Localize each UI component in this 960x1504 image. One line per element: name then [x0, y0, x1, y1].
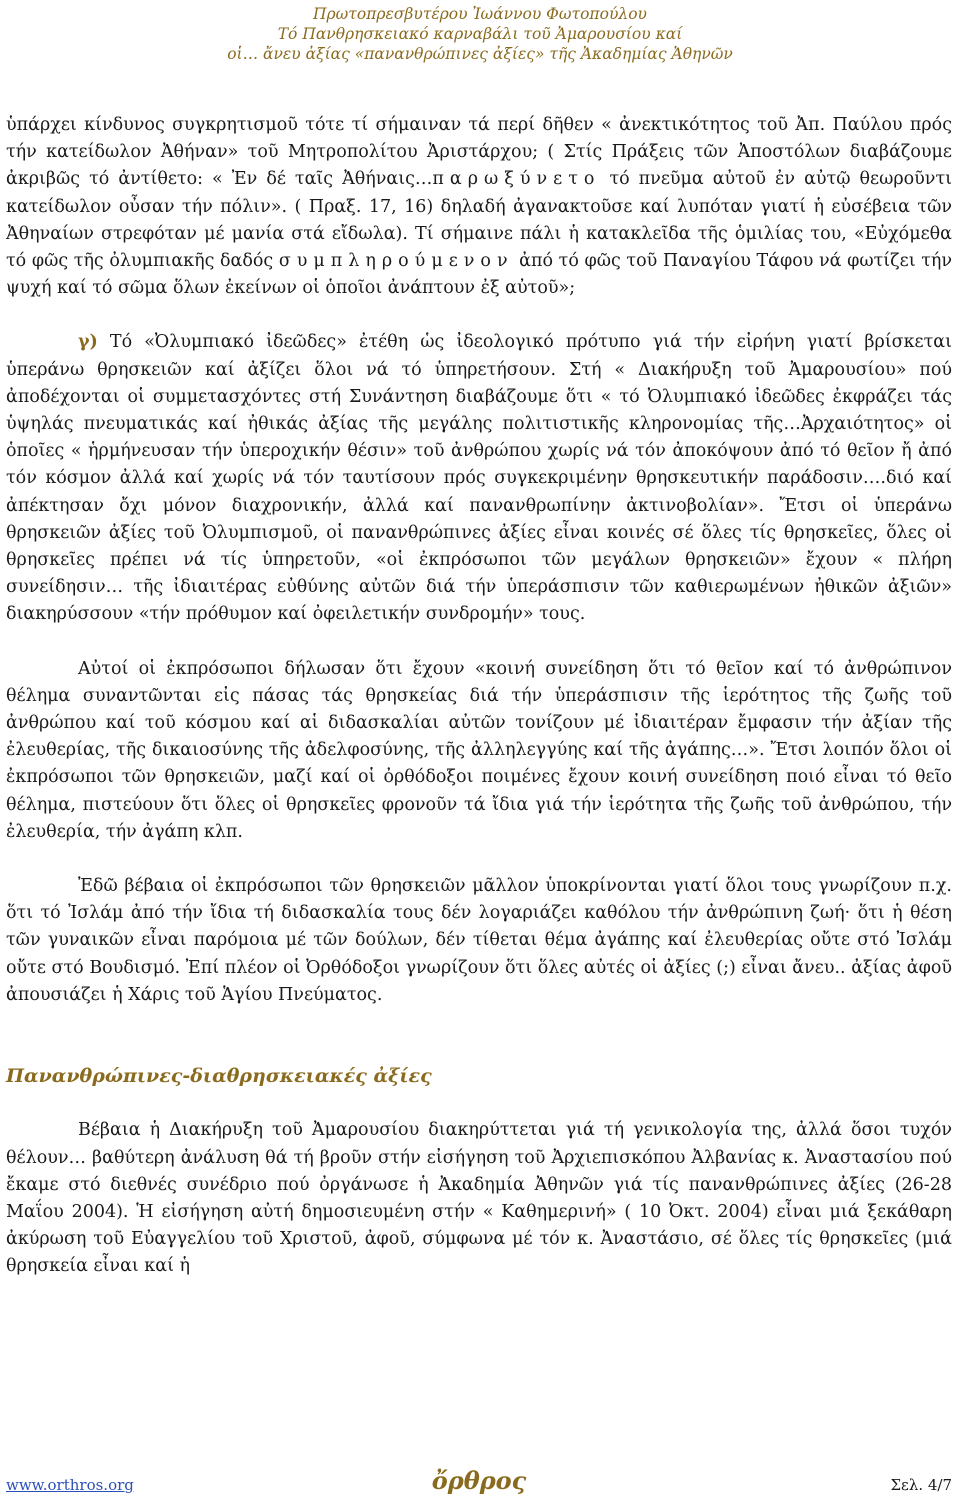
section-title: Πανανθρώπινες-διαθρησκειακές ἀξίες	[6, 1065, 432, 1088]
page-header	[0, 4, 960, 64]
spacer	[6, 1036, 952, 1063]
header-subtitle: οἱ… ἄνευ ἀξίας «πανανθρώπινες ἀξίες» τῆς Ἀκαδημίας Ἀθηνῶν	[227, 45, 733, 63]
spaced-word-1: παρωξύνετο	[432, 169, 601, 190]
header-author: Πρωτοπρεσβυτέρου Ἰωάννου Φωτοπούλου	[313, 5, 647, 23]
paragraph-5: Βέβαια ἡ Διακήρυξη τοῦ Ἀμαρουσίου διακηρύττεται γιά τή γενικολογία της, ἀλλά ὅσοι τυχόν θέλουν… βαθύτερη ἀνάλυση θά τή βροῦν στήν εἰσήγηση τοῦ Ἀρχιεπισκόπου Ἀλβανίας κ. Ἀναστασίου πού ἔκαμε στό διεθνές συνέδριο πού ὀργάνωσε ἡ Ἀκαδημία Ἀθηνῶν γιά τίς πανανθρώπινες ἀξίες (26-28 Μαΐου 2004). Ἡ εἰσήγηση αὐτή δημοσιευμένη στήν « Καθημερινή» ( 10 Ὀκτ. 2004) εἶναι μιά ξεκάθαρη ἀκύρωση τοῦ Εὐαγγελίου τοῦ Χριστοῦ, ἀφοῦ, σύμφωνα μέ τόν κ. Ἀναστάσιο, σέ ὅλες τίς θρησκεῖες (μιά θρησκεία εἶναι καί ἡ	[6, 1120, 952, 1277]
spacer	[6, 302, 952, 329]
page-footer	[6, 1466, 952, 1500]
spacer	[6, 629, 952, 656]
page-number: Σελ. 4/7	[890, 1476, 952, 1494]
spacer	[6, 1090, 952, 1117]
paragraph-3: Αὐτοί οἱ ἐκπρόσωποι δήλωσαν ὅτι ἔχουν «κοινή συνείδηση ὅτι τό θεῖον καί τό ἀνθρώπινον θέλημα συναντῶνται εἰς πάσας τάς θρησκείας διά τήν ὑπεράσπισιν τῆς ἱερότητος τῆς ζωῆς τοῦ ἀνθρώπου καί τοῦ κόσμου καί αἱ διδασκαλίαι αὐτῶν τονίζουν μέ ἰδιαιτέραν ἔμφασιν τήν ἀξίαν τῆς ἐλευθερίας, τῆς δικαιοσύνης τῆς ἀδελφοσύνης, τῆς ἀλληλεγγύης καί τῆς ἀγάπης…». Ἔτσι λοιπόν ὅλοι οἱ ἐκπρόσωποι τῶν θρησκειῶν, μαζί καί οἱ ὀρθόδοξοι ποιμένες ἔχουν κοινή συνείδηση ποιό εἶναι τό θεῖο θέλημα, πιστεύουν ὅτι ὅλες οἱ θρησκεῖες φρονοῦν τά ἴδια γιά τήν ἱερότητα τῆς ζωῆς τοῦ ἀνθρώπου, τήν ἐλευθερία, τήν ἀγάπη κλπ.	[6, 658, 952, 842]
spaced-word-2: συμπληρούμενον	[278, 251, 514, 272]
paragraph-1-part-a: ὑπάρχει κίνδυνος συγκρητισμοῦ τότε τί σήμαιναν τά περί δῆθεν « ἀνεκτικότητος τοῦ Ἀπ. Παύλου πρός τήν κατείδωλον Ἀθήναν» τοῦ Μητροπολίτου Ἀριστάρχου; ( Στίς Πράξεις τῶν Ἀποστόλων διαβάζουμε ἀκριβῶς τό ἀντίθετο: « Ἐν δέ ταῖς Ἀθήναις…	[6, 115, 952, 190]
list-marker-g: γ)	[78, 332, 98, 353]
paragraph-2-text: Τό «Ὀλυμπιακό ἰδεῶδες» ἐτέθη ὡς ἰδεολογικό πρότυπο γιά τήν εἰρήνη γιατί βρίσκεται ὑπεράνω θρησκειῶν καί ἀξίζει ὅλοι νά τό ὑπηρετήσουν. Στή « Διακήρυξη τοῦ Ἀμαρουσίου» πού ἀποδέχονται οἱ συμμετασχόντες στή Συνάντηση διαβάζουμε ὅτι « τό Ὀλυμπιακό ἰδεῶδες ἐκφράζει τάς ὑψηλάς πνευματικάς καί ἠθικάς ἀξίας τῆς μεγάλης πολιτιστικῆς κληρονομίας τῆς…Ἀρχαιότητος» οἱ ὁποῖες « ἡρμήνευσαν τήν ὑπεροχικήν θέσιν» τοῦ ἀνθρώπου χωρίς νά τόν ἀποκόψουν ἀπό τό θεῖον ἤ ἀπό τόν κόσμον ἀλλά καί χωρίς νά τόν ταυτίσουν πρός συγκεκριμένην θρησκευτικήν παράδοσιν….διό καί ἀπέκτησαν ὄχι μόνον διαχρονικήν, ἀλλά καί πανανθρωπίνην ἀκτινοβολίαν». Ἔτσι οἱ ὑπεράνω θρησκειῶν ἀξίες τοῦ Ὀλυμπισμοῦ, οἱ πανανθρώπινες ἀξίες εἶναι κοινές σέ ὅλες τίς θρησκεῖες, ὅλες οἱ θρησκεῖες πρέπει νά τίς ὑπηρετοῦν, «οἱ ἐκπρόσωποι τῶν μεγάλων θρησκειῶν» ἔχουν « πλήρη συνείδησιν… τῆς ἰδιαιτέρας εὐθύνης αὐτῶν διά τήν ὑπεράσπισιν τῶν καθιερωμένων ἠθικῶν ἀξιῶν» διακηρύσσουν «τήν πρόθυμον καί ὀφειλετικήν συνδρομήν» τους.	[6, 332, 952, 625]
document-body	[6, 112, 952, 1281]
header-title: Τό Πανθρησκειακό καρναβάλι τοῦ Ἀμαρουσίου καί	[277, 25, 683, 43]
brand-logo-text: ὄρθρος	[431, 1466, 527, 1495]
paragraph-1	[6, 112, 952, 302]
paragraph-4: Ἐδῶ βέβαια οἱ ἐκπρόσωποι τῶν θρησκειῶν μᾶλλον ὑποκρίνονται γιατί ὅλοι τους γνωρίζουν π.χ. ὅτι τό Ἰσλάμ ἀπό τήν ἴδια τή διδασκαλία τους δέν λογαριάζει καθόλου τήν ἀνθρώπινη ζωή· ὅτι ἡ θέση τῶν γυναικῶν εἶναι παρόμοια μέ τῶν δούλων, δέν τίθεται θέμα ἀγάπης καί ἐλευθερίας οὔτε στό Ἰσλάμ οὔτε στό Βουδισμό. Ἐπί πλέον οἱ Ὀρθόδοξοι γνωρίζουν ὅτι ὅλες αὐτές οἱ ἀξίες (;) εἶναι ἄνευ.. ἀξίας ἀφοῦ ἀπουσιάζει ἡ Χάρις τοῦ Ἁγίου Πνεύματος.	[6, 876, 952, 1005]
paragraph-1-part-c: ἀπό τό φῶς τοῦ Παναγίου Τάφου νά φωτίζει τήν ψυχή καί τό σῶμα ὅλων ἐκείνων οἱ ὁποῖοι ἀνάπτουν ἐξ αὐτοῦ»;	[6, 251, 952, 299]
website-link[interactable]: www.orthros.org	[6, 1476, 134, 1494]
spacer	[6, 846, 952, 873]
paragraph-1-part-b: τό πνεῦμα αὐτοῦ ἐν αὐτῷ θεωροῦντι κατείδωλον οὖσαν τήν πόλιν». ( Πραξ. 17, 16) δηλαδή ἀγανακτοῦσε καί λυπόταν γιατί ἡ εὐσέβεια τῶν Ἀθηναίων στρεφόταν μέ μανία στά εἴδωλα). Τί σήμαινε πάλι ἡ κατακλεῖδα τῆς ὁμιλίας του, «Εὐχόμεθα τό φῶς τῆς ὀλυμπιακῆς δαδός	[6, 169, 952, 272]
spacer	[6, 1009, 952, 1036]
paragraph-2	[6, 329, 952, 628]
